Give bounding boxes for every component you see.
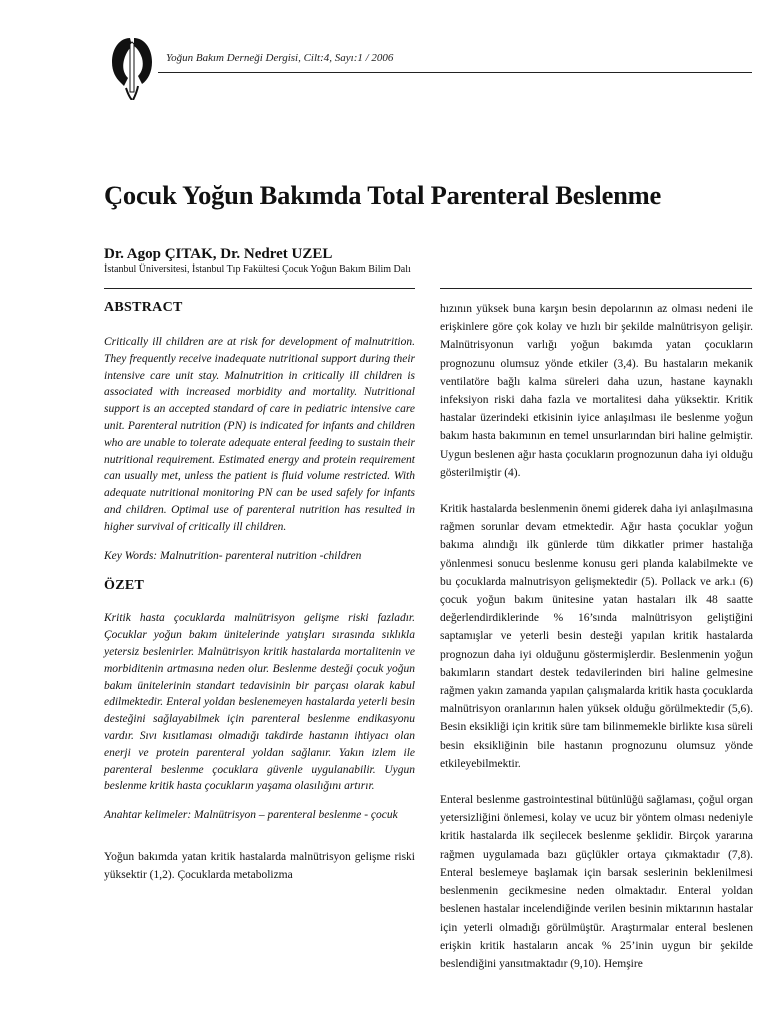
ozet-keywords: Anahtar kelimeler: Malnütrisyon – parenteral beslenme - çocuk — [104, 809, 398, 822]
header-divider — [158, 72, 752, 73]
ozet-text: Kritik hasta çocuklarda malnütrisyon gelişme riski fazladır. Çocuklar yoğun bakım ünitelerinde yatışları sırasında sıklıkla yetersiz beslenirler. Malnütrisyon kritik hastalarda mortalitenin ve morbiditenin artmasına neden olur. Beslenme desteği çocuk yoğun bakım ünitelerinin standart tedavisinin bir parçası olarak kabul edilmektedir. Enteral yoldan beslenemeyen hastalarda yeterli besin desteğini sağlayabilmek için parenteral beslenme endikasyonu vardır. Sıvı kısıtlaması olmadığı takdirde hastanın ihtiyacı olan enerji ve protein parenteral yoldan sağlanır. Yakın izlem ile parenteral beslenme çocuklara güvenle uygulanabilir. Uygun beslenme kritik hasta çocukların yaşama olasılığını artırır. — [104, 612, 415, 793]
right-column — [440, 300, 753, 973]
left-column-divider — [104, 288, 415, 289]
body-paragraph-left: Yoğun bakımda yatan kritik hastalarda malnütrisyon gelişme riski yüksektir (1,2). Çocuklarda metabolizma — [104, 850, 415, 882]
ozet-heading: ÖZET — [104, 578, 145, 594]
author-affiliation: İstanbul Üniversitesi, İstanbul Tıp Fakültesi Çocuk Yoğun Bakım Bilim Dalı — [104, 264, 411, 275]
journal-citation: Yoğun Bakım Derneği Dergisi, Cilt:4, Sayı:1 / 2006 — [166, 52, 394, 64]
left-column — [104, 300, 415, 885]
abstract-text: Critically ill children are at risk for development of malnutrition. They frequently receive inadequate nutritional support during their intensive care unit stay. Malnutrition in critically ill children is associated with increased morbidity and mortality. Nutritional support is an accepted standard of care in pediatric intensive care unit. Parenteral nutrition (PN) is indicated for infants and children who are unable to tolerate adequate enteral feeding to sustain their nutritional requirement. Estimated energy and protein requirement can usually met, unless the patient is fluid volume restricted. With adequate nutritional monitoring PN can be used safely for infants and children. Optimal use of parenteral nutrition has resulted in higher survival of critically ill children. — [104, 336, 415, 533]
right-column-divider — [440, 288, 752, 289]
article-title: Çocuk Yoğun Bakımda Total Parenteral Beslenme — [104, 180, 662, 210]
article-authors: Dr. Agop ÇITAK, Dr. Nedret UZEL — [104, 246, 333, 262]
body-paragraph: Kritik hastalarda beslenmenin önemi giderek daha iyi anlaşılmasına rağmen sorunlar devam etmektedir. Ağır hasta çocuklar yoğun bakıma alındığı ilk günlerde tüm dikkatler primer hastalığa yönlenmesi sonucu beslenme konusu geri planda kalabilmekte ve bu çocuklarda malnutrisyon gelişmektedir (5). Pollack ve ark.ı (6) çocuk yoğun bakım ünitesine yatan hastaları ilk 48 saatte değerlendirdiklerinde % 16’sında malnütrisyon geliştiğini saptamışlar ve yeterli besin desteği yapılan kritik hastalarda prognozun daha iyi olduğunu göstermişlerdir. Beslenmenin yoğun bakımların standart destek tedavilerinden biri haline gelmesine rağmen yakın zamanda yapılan çalışmalarda kritik hasta çocuklarda malnütrisyon oranlarının halen yüksek olduğu görülmektedir (5,6). Besin eksikliği için kritik süre tam bilinmemekle birlikte kısa süreli besin eksikliğinin bile hastanın prognozunu olumsuz yönde etkileyebilmektir. — [440, 503, 753, 770]
abstract-heading: ABSTRACT — [104, 300, 183, 315]
body-paragraph: Enteral beslenme gastrointestinal bütünlüğü sağlaması, çoğul organ yetersizliğini önlemesi, kolay ve ucuz bir yöntem olması nedeniyle kritik hastalarda ilk seçilecek beslenme şeklidir. Birçok yararına rağmen uygulamada bazı güçlükler ortaya çıkmaktadır (7,8). Enteral beslemeye başlamak için barsak seslerinin beklenilmesi beslenmenin gecikmesine neden olmaktadır. Enteral yoldan beslenen hastalar incelendiğinde verilen besinin miktarının hastalar için yeterli olmadığı görülmüştür. Araştırmalar enteral beslenen erişkin kritik hastaların ancak % 25’inin uygun bir şekilde beslendiğini yansıtmaktadır (9,10). Hemşire — [440, 794, 753, 970]
abstract-keywords: Key Words: Malnutrition- parenteral nutrition -children — [104, 549, 362, 562]
body-paragraph: hızının yüksek buna karşın besin depolarının az olması nedeni ile erişkinlere göre çok kolay ve hızlı bir şekilde malnütrisyon gelişir. Malnütrisyonun varlığı yoğun bakımda yatan çocukların prognozunu olumsuz yönde etkiler (3,4). Bu hastaların mekanik ventilatöre bağlı kalma süreleri daha uzun, hastane kaynaklı infeksiyon riski daha fazla ve mortalitesi daha yüksektir. Kritik hastalar üzerindeki etkisinin iyice anlaşılması ile beslenme yoğun bakım hasta bakımının en temel unsurlarından biri haline gelmiştir. Uygun beslenen ağır hasta çocukların prognozunun daha iyi olduğu gösterilmiştir (4). — [440, 303, 753, 479]
journal-logo-icon — [104, 30, 160, 100]
